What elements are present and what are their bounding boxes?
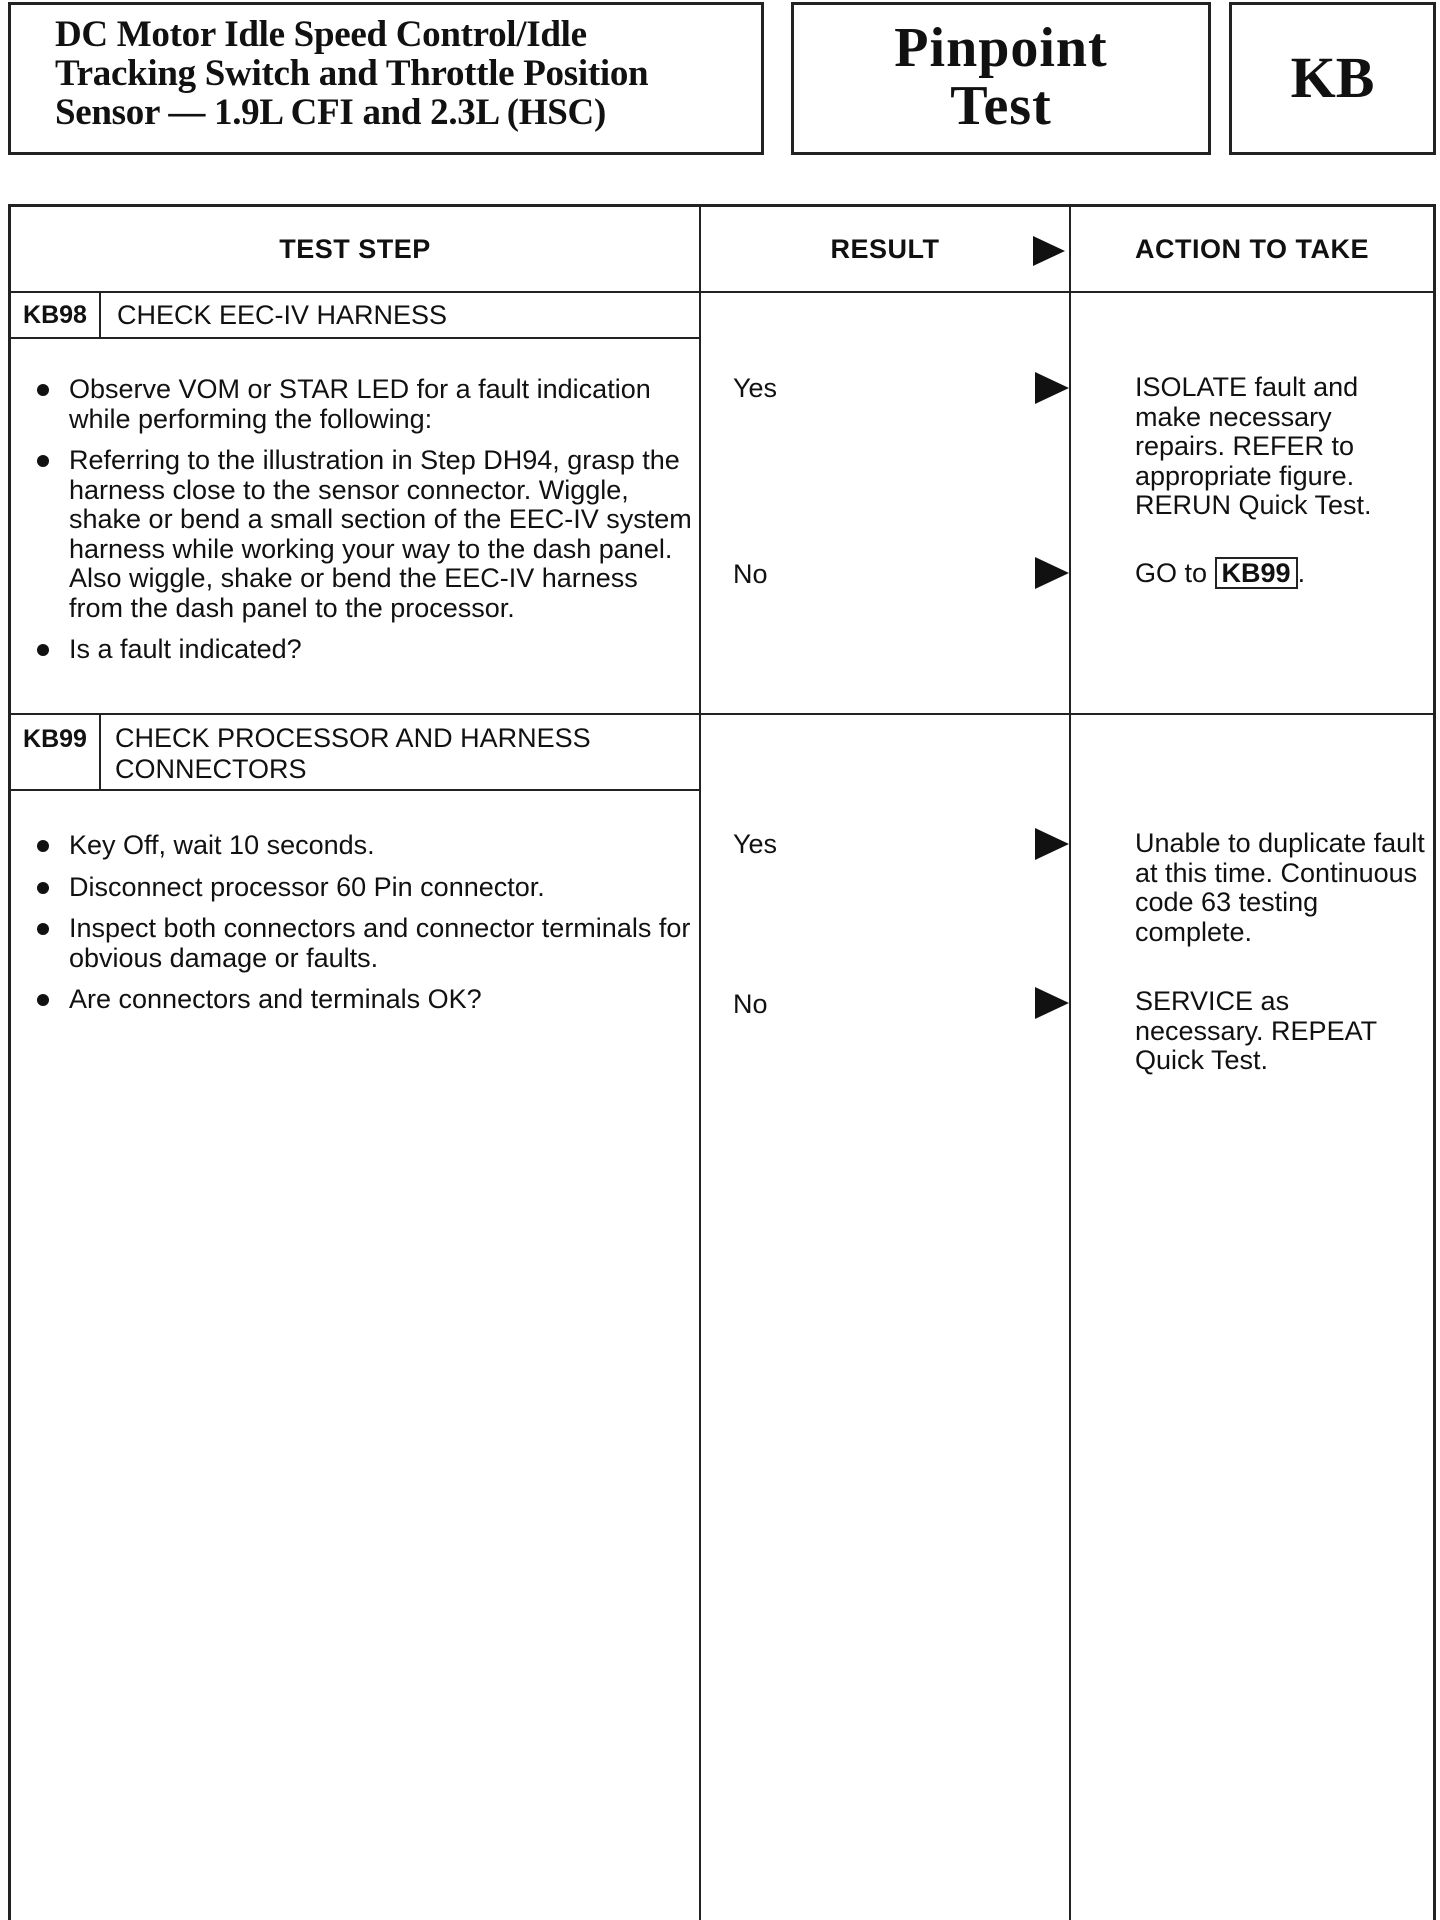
pinpoint-test-label [794, 5, 1208, 135]
instruction-item: Observe VOM or STAR LED for a fault indication while performing the following: [33, 375, 693, 434]
column-header-action: ACTION TO TAKE [1135, 234, 1369, 264]
result-kb98-yes: Yes [733, 373, 778, 403]
step-title-underline [11, 789, 699, 791]
test-code-box [1229, 2, 1436, 155]
instruction-item: Referring to the illustration in Step DH94, grasp the harness close to the sensor connector. Wiggle, shake or bend a small section of the EEC-IV system harness while working your way to the dash panel. Also wiggle, shake or bend the EEC-IV harness from the dash panel to the processor. [33, 446, 693, 623]
action-kb98-yes: ISOLATE fault and make necessary repairs. REFER to appropriate figure. RERUN Quick Test. [1135, 372, 1372, 520]
title-line-3: Sensor — 1.9L CFI and 2.3L (HSC) [55, 92, 607, 133]
result-arrow-icon [1033, 236, 1065, 266]
step-divider [11, 713, 1433, 715]
instruction-item: Is a fault indicated? [33, 635, 693, 665]
instruction-item: Are connectors and terminals OK? [33, 985, 693, 1015]
step-title-line-1: CHECK PROCESSOR AND HARNESS [115, 723, 591, 753]
column-header-result-label: RESULT [830, 234, 940, 264]
column-divider-result [699, 207, 701, 1920]
test-code: KB [1290, 45, 1375, 110]
action-kb98-no [1135, 557, 1425, 589]
instruction-item: Inspect both connectors and connector terminals for obvious damage or faults. [33, 914, 693, 973]
document-title-box [8, 2, 764, 155]
pinpoint-test-box [791, 2, 1211, 155]
action-kb99-yes: Unable to duplicate fault at this time. Continuous code 63 testing complete. [1135, 828, 1425, 947]
step-title-kb98: CHECK EEC-IV HARNESS [117, 300, 448, 330]
column-header-test-step: TEST STEP [279, 234, 431, 264]
result-kb98-no: No [733, 559, 768, 589]
result-arrow-icon [1035, 828, 1069, 860]
header-divider [11, 291, 1433, 293]
step-id-kb99: KB99 [23, 725, 87, 753]
result-kb99-no: No [733, 989, 768, 1019]
pinpoint-line-2: Test [950, 75, 1052, 137]
pinpoint-test-table [8, 204, 1436, 1920]
step-reference-kb99[interactable]: KB99 [1215, 557, 1298, 589]
instruction-item: Disconnect processor 60 Pin connector. [33, 873, 693, 903]
step-title-line-2: CONNECTORS [115, 754, 307, 784]
step-id-kb98: KB98 [23, 301, 87, 329]
document-title [55, 15, 761, 132]
title-line-1: DC Motor Idle Speed Control/Idle [55, 14, 587, 55]
pinpoint-line-1: Pinpoint [894, 17, 1108, 79]
column-header-result [701, 207, 1069, 291]
result-arrow-icon [1035, 372, 1069, 404]
result-arrow-icon [1035, 557, 1069, 589]
result-arrow-icon [1035, 987, 1069, 1019]
instruction-item: Key Off, wait 10 seconds. [33, 831, 693, 861]
action-goto-suffix: . [1297, 558, 1306, 588]
step-kb98-instructions [33, 375, 693, 677]
step-id-divider [99, 713, 101, 789]
step-id-divider [99, 291, 101, 337]
step-title-kb99 [115, 723, 591, 785]
step-title-underline [11, 337, 699, 339]
step-kb99-instructions [33, 831, 693, 1027]
column-divider-action [1069, 207, 1071, 1920]
action-kb99-no: SERVICE as necessary. REPEAT Quick Test. [1135, 986, 1377, 1075]
action-goto-label: GO to [1135, 558, 1208, 588]
title-line-2: Tracking Switch and Throttle Position [55, 53, 649, 94]
result-kb99-yes: Yes [733, 829, 778, 859]
